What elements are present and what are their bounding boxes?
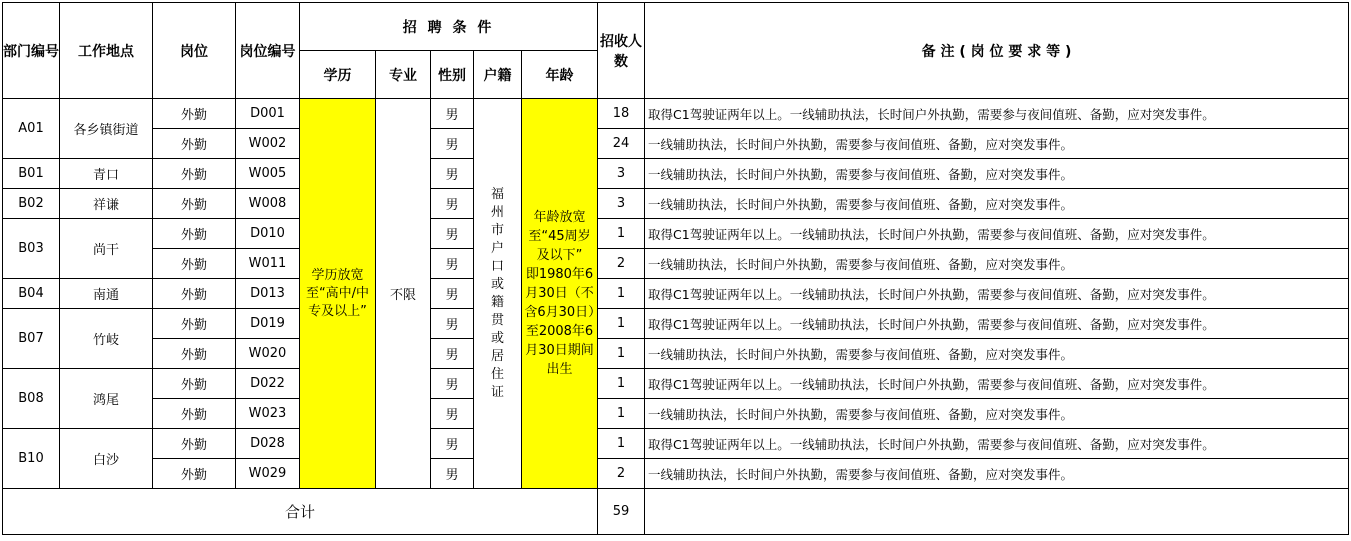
gender: 男: [431, 339, 474, 369]
position: 外勤: [153, 129, 236, 159]
header-remarks: 备 注 ( 岗 位 要 求 等 ): [645, 3, 1349, 99]
dept-code: B07: [3, 309, 60, 369]
remarks: 一线辅助执法，长时间户外执勤，需要参与夜间值班、备勤，应对突发事件。: [645, 339, 1349, 369]
header-dept-code: 部门编号: [3, 3, 60, 99]
quota: 1: [598, 219, 645, 249]
quota: 1: [598, 339, 645, 369]
work-location: 尚干: [60, 219, 153, 279]
remarks: 一线辅助执法，长时间户外执勤，需要参与夜间值班、备勤，应对突发事件。: [645, 129, 1349, 159]
remarks: 取得C1驾驶证两年以上。一线辅助执法，长时间户外执勤，需要参与夜间值班、备勤，应对突发事件。: [645, 309, 1349, 339]
header-hukou: 户籍: [474, 51, 522, 99]
quota: 1: [598, 429, 645, 459]
gender: 男: [431, 219, 474, 249]
position-code: D022: [236, 369, 300, 399]
work-location: 鸿尾: [60, 369, 153, 429]
recruitment-table: [2, 2, 1349, 535]
total-quota: 59: [598, 489, 645, 535]
remarks: 一线辅助执法，长时间户外执勤，需要参与夜间值班、备勤，应对突发事件。: [645, 159, 1349, 189]
position-code: W023: [236, 399, 300, 429]
dept-code: A01: [3, 99, 60, 159]
work-location: 青口: [60, 159, 153, 189]
position: 外勤: [153, 459, 236, 489]
quota: 1: [598, 369, 645, 399]
remarks: 取得C1驾驶证两年以上。一线辅助执法，长时间户外执勤，需要参与夜间值班、备勤，应对突发事件。: [645, 99, 1349, 129]
gender: 男: [431, 189, 474, 219]
position-code: D028: [236, 429, 300, 459]
dept-code: B08: [3, 369, 60, 429]
position: 外勤: [153, 249, 236, 279]
work-location: 南通: [60, 279, 153, 309]
position-code: D013: [236, 279, 300, 309]
position: 外勤: [153, 99, 236, 129]
position: 外勤: [153, 369, 236, 399]
position-code: D019: [236, 309, 300, 339]
work-location: 白沙: [60, 429, 153, 489]
header-age: 年龄: [522, 51, 598, 99]
remarks: 取得C1驾驶证两年以上。一线辅助执法，长时间户外执勤，需要参与夜间值班、备勤，应对突发事件。: [645, 219, 1349, 249]
position: 外勤: [153, 189, 236, 219]
gender: 男: [431, 249, 474, 279]
remarks: 取得C1驾驶证两年以上。一线辅助执法，长时间户外执勤，需要参与夜间值班、备勤，应对突发事件。: [645, 429, 1349, 459]
position-code: W029: [236, 459, 300, 489]
work-location: 祥谦: [60, 189, 153, 219]
gender: 男: [431, 309, 474, 339]
gender: 男: [431, 399, 474, 429]
dept-code: B10: [3, 429, 60, 489]
quota: 1: [598, 399, 645, 429]
age-birth-range: 即1980年6月30日（不含6月30日）至2008年6月30日期间出生: [524, 267, 595, 377]
position: 外勤: [153, 429, 236, 459]
dept-code: B04: [3, 279, 60, 309]
position: 外勤: [153, 399, 236, 429]
position-code: W005: [236, 159, 300, 189]
total-label: 合计: [3, 489, 598, 535]
position: 外勤: [153, 279, 236, 309]
age-requirement: [522, 99, 598, 489]
header-location: 工作地点: [60, 3, 153, 99]
dept-code: B01: [3, 159, 60, 189]
major-requirement: 不限: [376, 99, 431, 489]
age-relaxed: 年龄放宽至“45周岁及以下”: [528, 210, 591, 263]
work-location: 各乡镇街道: [60, 99, 153, 159]
hukou-requirement: [474, 99, 522, 489]
remarks: 取得C1驾驶证两年以上。一线辅助执法，长时间户外执勤，需要参与夜间值班、备勤，应对突发事件。: [645, 369, 1349, 399]
quota: 2: [598, 249, 645, 279]
education-requirement: 学历放宽至“高中/中专及以上”: [300, 99, 376, 489]
hukou-text: 福州市户口或籍贯或居住证: [491, 186, 505, 400]
header-position: 岗位: [153, 3, 236, 99]
dept-code: B03: [3, 219, 60, 279]
total-remarks: [645, 489, 1349, 535]
remarks: 一线辅助执法，长时间户外执勤，需要参与夜间值班、备勤，应对突发事件。: [645, 249, 1349, 279]
header-major: 专业: [376, 51, 431, 99]
remarks: 一线辅助执法，长时间户外执勤，需要参与夜间值班、备勤，应对突发事件。: [645, 399, 1349, 429]
gender: 男: [431, 129, 474, 159]
position-code: W011: [236, 249, 300, 279]
position-code: W008: [236, 189, 300, 219]
gender: 男: [431, 369, 474, 399]
position-code: W002: [236, 129, 300, 159]
gender: 男: [431, 279, 474, 309]
position: 外勤: [153, 339, 236, 369]
quota: 2: [598, 459, 645, 489]
header-conditions: 招 聘 条 件: [300, 3, 598, 51]
header-quota: 招收人数: [598, 3, 645, 99]
position-code: W020: [236, 339, 300, 369]
gender: 男: [431, 159, 474, 189]
remarks: 一线辅助执法，长时间户外执勤，需要参与夜间值班、备勤，应对突发事件。: [645, 189, 1349, 219]
position: 外勤: [153, 159, 236, 189]
position: 外勤: [153, 219, 236, 249]
position: 外勤: [153, 309, 236, 339]
gender: 男: [431, 429, 474, 459]
position-code: D001: [236, 99, 300, 129]
quota: 3: [598, 159, 645, 189]
dept-code: B02: [3, 189, 60, 219]
header-education: 学历: [300, 51, 376, 99]
remarks: 取得C1驾驶证两年以上。一线辅助执法，长时间户外执勤，需要参与夜间值班、备勤，应对突发事件。: [645, 279, 1349, 309]
header-position-code: 岗位编号: [236, 3, 300, 99]
quota: 1: [598, 279, 645, 309]
remarks: 一线辅助执法，长时间户外执勤，需要参与夜间值班、备勤，应对突发事件。: [645, 459, 1349, 489]
quota: 1: [598, 309, 645, 339]
quota: 18: [598, 99, 645, 129]
quota: 24: [598, 129, 645, 159]
header-gender: 性别: [431, 51, 474, 99]
quota: 3: [598, 189, 645, 219]
gender: 男: [431, 99, 474, 129]
gender: 男: [431, 459, 474, 489]
work-location: 竹岐: [60, 309, 153, 369]
position-code: D010: [236, 219, 300, 249]
